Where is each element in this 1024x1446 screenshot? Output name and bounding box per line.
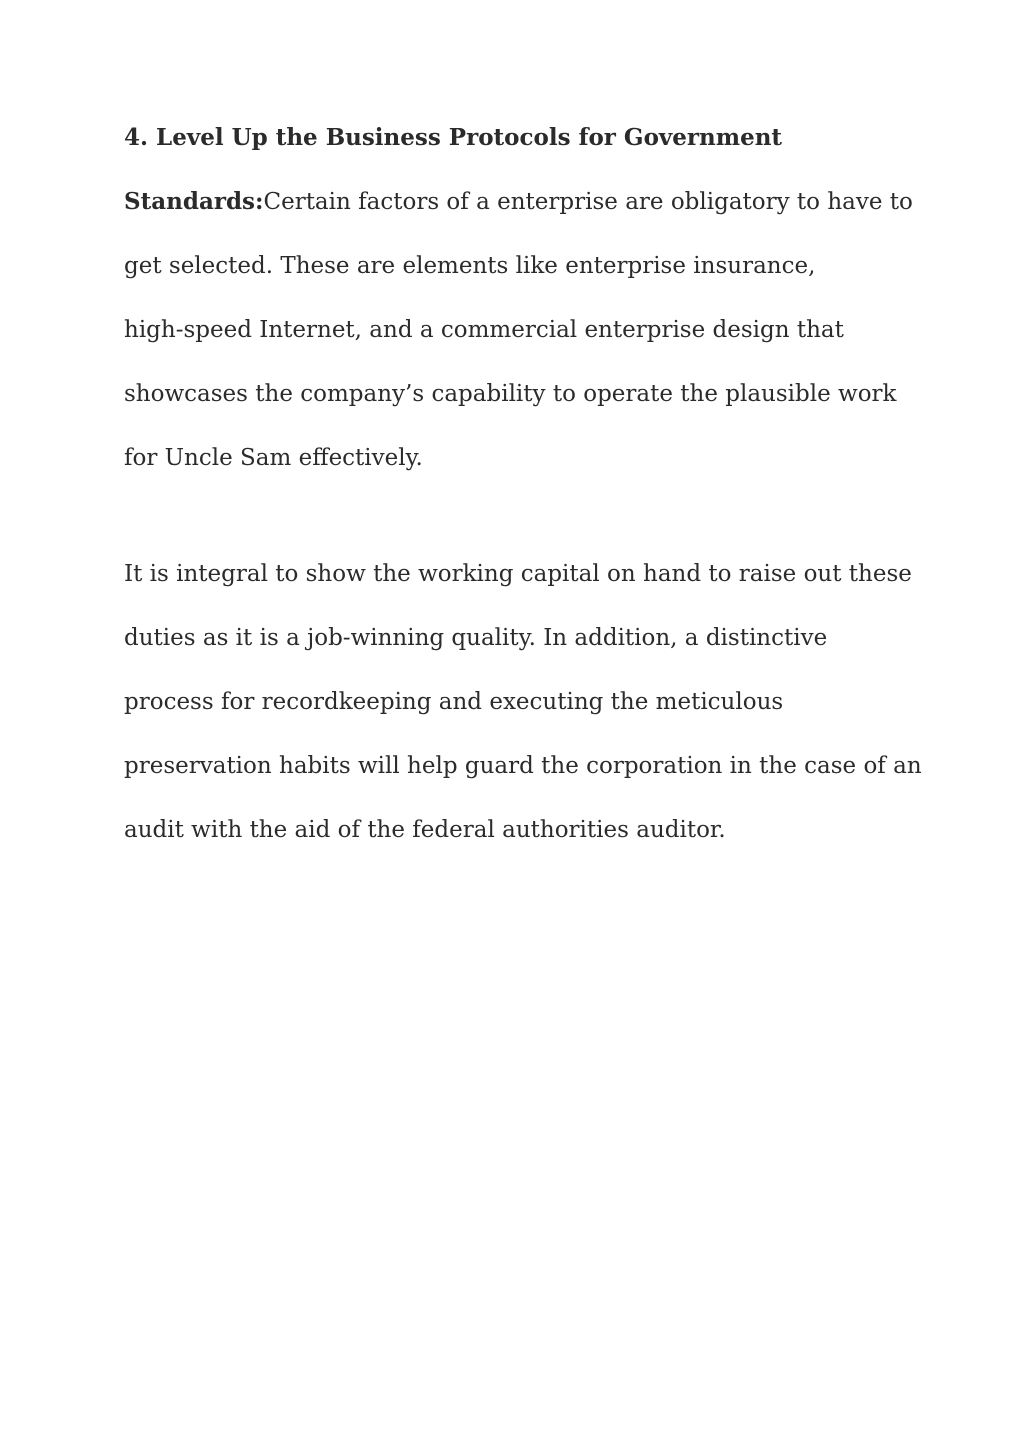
paragraph-2-line-1: It is integral to show the working capital on hand to raise out these (124, 561, 912, 587)
document-body (124, 106, 922, 862)
paragraph-2-line-3: process for recordkeeping and executing the meticulous (124, 689, 784, 715)
paragraph-1-text-start: Certain factors of a enterprise are obligatory to have to (263, 189, 913, 215)
paragraph-2-line-5: audit with the aid of the federal authorities auditor. (124, 817, 726, 843)
paragraph-spacer (124, 490, 904, 542)
paragraph-1-line-4: showcases the company’s capability to operate the plausible work (124, 381, 897, 407)
paragraph-1-line-1 (124, 170, 913, 234)
paragraph-1-line-3: high-speed Internet, and a commercial enterprise design that (124, 317, 844, 343)
paragraph-2-line-4: preservation habits will help guard the corporation in the case of an (124, 753, 922, 779)
paragraph-1-line-5: for Uncle Sam effectively. (124, 445, 423, 471)
section-heading: 4. Level Up the Business Protocols for Government (124, 124, 783, 151)
heading-continuation: Standards: (124, 188, 264, 215)
paragraph-2-line-2: duties as it is a job-winning quality. In addition, a distinctive (124, 625, 828, 651)
paragraph-1-line-2: get selected. These are elements like enterprise insurance, (124, 253, 816, 279)
